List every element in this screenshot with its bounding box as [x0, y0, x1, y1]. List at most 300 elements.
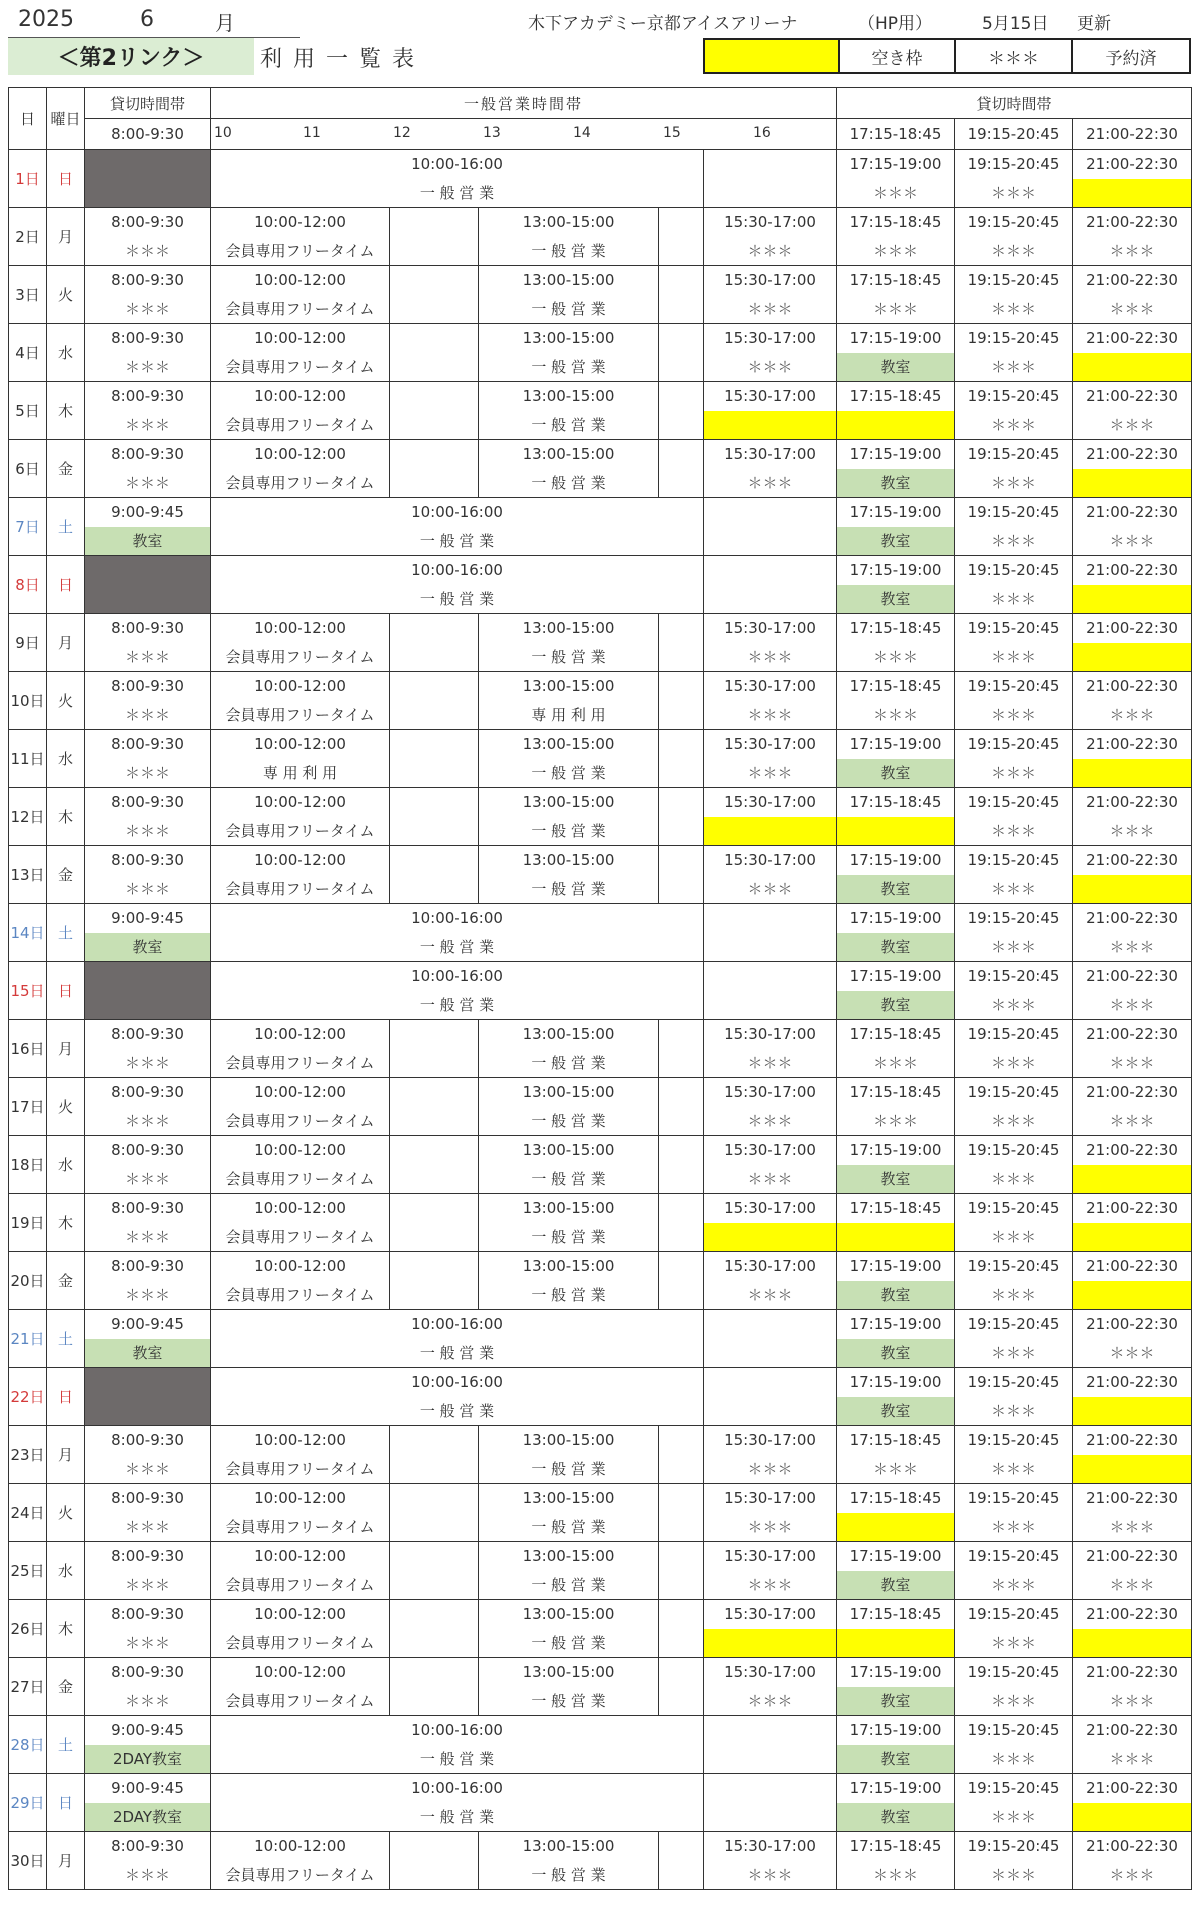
slot-3-status: ＊＊＊ — [1073, 1513, 1192, 1542]
day-row-sub — [9, 1629, 1192, 1658]
late-status: ＊＊＊ — [704, 1687, 837, 1716]
general-label: 一 般 営 業 — [479, 237, 659, 266]
slot-1-time: 17:15-19:00 — [837, 962, 955, 991]
weekday: 土 — [47, 498, 85, 556]
day-row — [9, 1600, 1192, 1629]
slot-2-time: 19:15-20:45 — [955, 440, 1073, 469]
day-row-sub — [9, 527, 1192, 556]
slot-2-time: 19:15-20:45 — [955, 1542, 1073, 1571]
slot-1-status: ＊＊＊ — [837, 295, 955, 324]
gap-cell — [390, 614, 479, 672]
general-time: 13:00-15:00 — [479, 1136, 659, 1165]
update-label: 更新 — [1077, 14, 1111, 34]
morning-status: 教室 — [85, 1339, 211, 1368]
general-time: 10:00-16:00 — [211, 498, 704, 527]
general-spacer — [704, 498, 837, 556]
member-label: 会員専用フリータイム — [211, 295, 390, 324]
slot-2-status: ＊＊＊ — [955, 875, 1073, 904]
day-row — [9, 1658, 1192, 1687]
slot-1-status: 教室 — [837, 759, 955, 788]
slot-3-time: 21:00-22:30 — [1073, 1426, 1192, 1455]
slot-2-time: 19:15-20:45 — [955, 324, 1073, 353]
general-time: 13:00-15:00 — [479, 1832, 659, 1861]
slot-3-time: 21:00-22:30 — [1073, 1078, 1192, 1107]
slot-1-time: 17:15-18:45 — [837, 1020, 955, 1049]
slot-1-time: 17:15-19:00 — [837, 556, 955, 585]
slot-3-time: 21:00-22:30 — [1073, 1194, 1192, 1223]
free-slot — [1073, 1629, 1192, 1658]
general-label: 一 般 営 業 — [479, 1107, 659, 1136]
general-time: 10:00-16:00 — [211, 1716, 704, 1745]
general-spacer — [704, 556, 837, 614]
slot-3-status: ＊＊＊ — [1073, 295, 1192, 324]
late-time: 15:30-17:00 — [704, 1252, 837, 1281]
morning-status: ＊＊＊ — [85, 1513, 211, 1542]
day-row — [9, 1716, 1192, 1745]
slot-2-status: ＊＊＊ — [955, 237, 1073, 266]
venue-name: 木下アカデミー京都アイスアリーナ — [528, 14, 798, 34]
member-label: 会員専用フリータイム — [211, 353, 390, 382]
morning-time: 8:00-9:30 — [85, 382, 211, 411]
morning-status: 教室 — [85, 527, 211, 556]
day-number: 4日 — [9, 324, 47, 382]
header-row-bottom — [9, 119, 1192, 150]
day-row-sub — [9, 469, 1192, 498]
morning-status: ＊＊＊ — [85, 643, 211, 672]
late-status: ＊＊＊ — [704, 1861, 837, 1890]
member-time: 10:00-12:00 — [211, 1252, 390, 1281]
late-status: ＊＊＊ — [704, 759, 837, 788]
slot-1-time: 17:15-18:45 — [837, 1078, 955, 1107]
late-status: ＊＊＊ — [704, 1107, 837, 1136]
gap-cell — [390, 1252, 479, 1310]
day-row-sub — [9, 1687, 1192, 1716]
member-time: 10:00-12:00 — [211, 1020, 390, 1049]
member-label: 会員専用フリータイム — [211, 701, 390, 730]
morning-status: ＊＊＊ — [85, 1049, 211, 1078]
day-row-sub — [9, 1861, 1192, 1890]
slot-1-time: 17:15-19:00 — [837, 1368, 955, 1397]
month: 6 — [140, 7, 154, 32]
day-row — [9, 440, 1192, 469]
day-row-sub — [9, 875, 1192, 904]
member-label: 会員専用フリータイム — [211, 1223, 390, 1252]
morning-status: ＊＊＊ — [85, 237, 211, 266]
slot-2-status: ＊＊＊ — [955, 1629, 1073, 1658]
hour-tick: 14 — [573, 125, 591, 141]
gap-cell — [390, 266, 479, 324]
slot-2-status: ＊＊＊ — [955, 701, 1073, 730]
late-time: 15:30-17:00 — [704, 730, 837, 759]
slot-1-status: 教室 — [837, 1687, 955, 1716]
day-row — [9, 266, 1192, 295]
morning-time: 8:00-9:30 — [85, 1194, 211, 1223]
late-status: ＊＊＊ — [704, 1165, 837, 1194]
general-time: 13:00-15:00 — [479, 324, 659, 353]
slot-1-status: 教室 — [837, 1745, 955, 1774]
day-number: 18日 — [9, 1136, 47, 1194]
day-row-sub — [9, 759, 1192, 788]
gap-cell — [390, 672, 479, 730]
slot-1-status: ＊＊＊ — [837, 1049, 955, 1078]
day-row-sub — [9, 1571, 1192, 1600]
slot-1-time: 17:15-18:45 — [837, 208, 955, 237]
morning-status: ＊＊＊ — [85, 1165, 211, 1194]
late-status: ＊＊＊ — [704, 1049, 837, 1078]
late-time: 15:30-17:00 — [704, 1194, 837, 1223]
general-label: 一 般 営 業 — [479, 469, 659, 498]
general-label: 一 般 営 業 — [211, 1339, 704, 1368]
slot-2-time: 19:15-20:45 — [955, 498, 1073, 527]
day-row-sub — [9, 817, 1192, 846]
slot-2-time: 19:15-20:45 — [955, 846, 1073, 875]
slot-3-time: 21:00-22:30 — [1073, 1774, 1192, 1803]
member-label: 会員専用フリータイム — [211, 1049, 390, 1078]
weekday: 土 — [47, 1716, 85, 1774]
general-label: 一 般 営 業 — [211, 179, 704, 208]
slot-3-status: ＊＊＊ — [1073, 1107, 1192, 1136]
slot-1-time: 17:15-18:45 — [837, 382, 955, 411]
slot-3-status: ＊＊＊ — [1073, 1687, 1192, 1716]
slot-2-status: ＊＊＊ — [955, 1397, 1073, 1426]
weekday: 火 — [47, 1078, 85, 1136]
weekday: 火 — [47, 672, 85, 730]
morning-status: ＊＊＊ — [85, 1861, 211, 1890]
weekday: 日 — [47, 556, 85, 614]
day-row — [9, 1426, 1192, 1455]
morning-time: 8:00-9:30 — [85, 1484, 211, 1513]
slot-3-time: 21:00-22:30 — [1073, 1020, 1192, 1049]
slot-2-status: ＊＊＊ — [955, 1861, 1073, 1890]
weekday: 水 — [47, 1136, 85, 1194]
gap-cell — [390, 1658, 479, 1716]
morning-time: 9:00-9:45 — [85, 498, 211, 527]
general-time: 13:00-15:00 — [479, 382, 659, 411]
gap-cell — [390, 1484, 479, 1542]
late-time: 15:30-17:00 — [704, 614, 837, 643]
day-number: 14日 — [9, 904, 47, 962]
gap-cell — [659, 1136, 704, 1194]
morning-time: 8:00-9:30 — [85, 672, 211, 701]
slot-1-time: 17:15-19:00 — [837, 1658, 955, 1687]
month-unit: 月 — [215, 11, 235, 35]
morning-status: ＊＊＊ — [85, 1223, 211, 1252]
slot-1-status: 教室 — [837, 1803, 955, 1832]
day-row — [9, 846, 1192, 875]
late-status: ＊＊＊ — [704, 643, 837, 672]
member-label: 会員専用フリータイム — [211, 1687, 390, 1716]
free-slot — [1073, 1223, 1192, 1252]
member-time: 10:00-12:00 — [211, 208, 390, 237]
slot-2-status: ＊＊＊ — [955, 1049, 1073, 1078]
morning-time: 8:00-9:30 — [85, 730, 211, 759]
weekday: 月 — [47, 1832, 85, 1890]
gap-cell — [390, 1832, 479, 1890]
day-number: 1日 — [9, 150, 47, 208]
gap-cell — [659, 1832, 704, 1890]
general-time: 13:00-15:00 — [479, 208, 659, 237]
slot-2-time: 19:15-20:45 — [955, 1310, 1073, 1339]
day-number: 9日 — [9, 614, 47, 672]
slot-1-status: ＊＊＊ — [837, 179, 955, 208]
slot-2-status: ＊＊＊ — [955, 1107, 1073, 1136]
member-time: 10:00-12:00 — [211, 730, 390, 759]
gap-cell — [390, 382, 479, 440]
weekday: 水 — [47, 324, 85, 382]
general-spacer — [704, 1368, 837, 1426]
slot-2-time: 19:15-20:45 — [955, 962, 1073, 991]
slot-2-time: 19:15-20:45 — [955, 556, 1073, 585]
slot-2-status: ＊＊＊ — [955, 933, 1073, 962]
weekday: 月 — [47, 208, 85, 266]
late-time: 15:30-17:00 — [704, 788, 837, 817]
weekday: 月 — [47, 614, 85, 672]
gap-cell — [390, 1194, 479, 1252]
general-spacer — [704, 1716, 837, 1774]
slot-1-time: 17:15-18:45 — [837, 788, 955, 817]
slot-3-time: 21:00-22:30 — [1073, 150, 1192, 179]
general-label: 一 般 営 業 — [479, 1281, 659, 1310]
day-number: 8日 — [9, 556, 47, 614]
morning-status: ＊＊＊ — [85, 1571, 211, 1600]
hp-label: （HP用） — [858, 14, 933, 34]
hour-tick: 16 — [753, 125, 771, 141]
day-row-sub — [9, 1745, 1192, 1774]
weekday: 火 — [47, 266, 85, 324]
day-number: 10日 — [9, 672, 47, 730]
col-header-day: 日 — [9, 88, 47, 150]
general-time: 10:00-16:00 — [211, 556, 704, 585]
slot-3-time: 21:00-22:30 — [1073, 788, 1192, 817]
late-status: ＊＊＊ — [704, 1513, 837, 1542]
general-label: 一 般 営 業 — [479, 411, 659, 440]
general-label: 一 般 営 業 — [211, 1803, 704, 1832]
slot-2-status: ＊＊＊ — [955, 295, 1073, 324]
col-header-general: 一般営業時間帯 — [211, 88, 837, 119]
morning-time: 9:00-9:45 — [85, 1310, 211, 1339]
late-time: 15:30-17:00 — [704, 1542, 837, 1571]
late-status: ＊＊＊ — [704, 237, 837, 266]
free-slot — [704, 1223, 837, 1252]
slot-2-time: 19:15-20:45 — [955, 1020, 1073, 1049]
slot-3-time: 21:00-22:30 — [1073, 556, 1192, 585]
slot-1-time: 17:15-18:45 — [837, 672, 955, 701]
slot-2-time: 19:15-20:45 — [955, 614, 1073, 643]
slot-1-status: ＊＊＊ — [837, 1861, 955, 1890]
late-status: ＊＊＊ — [704, 1281, 837, 1310]
day-row — [9, 788, 1192, 817]
weekday: 日 — [47, 150, 85, 208]
col-header-slot-1: 17:15-18:45 — [837, 119, 955, 150]
weekday: 木 — [47, 1194, 85, 1252]
slot-3-status: ＊＊＊ — [1073, 701, 1192, 730]
day-row — [9, 962, 1192, 991]
weekday: 日 — [47, 962, 85, 1020]
day-number: 2日 — [9, 208, 47, 266]
legend-free-swatch — [703, 38, 840, 74]
member-time: 10:00-12:00 — [211, 672, 390, 701]
general-label: 一 般 営 業 — [211, 1745, 704, 1774]
weekday: 金 — [47, 846, 85, 904]
member-label: 会員専用フリータイム — [211, 469, 390, 498]
morning-status: ＊＊＊ — [85, 411, 211, 440]
late-status: ＊＊＊ — [704, 469, 837, 498]
general-time: 13:00-15:00 — [479, 1426, 659, 1455]
morning-status: ＊＊＊ — [85, 817, 211, 846]
gap-cell — [659, 1426, 704, 1484]
general-time: 13:00-15:00 — [479, 788, 659, 817]
member-time: 10:00-12:00 — [211, 1426, 390, 1455]
slot-1-status: 教室 — [837, 585, 955, 614]
slot-3-status: ＊＊＊ — [1073, 411, 1192, 440]
slot-2-time: 19:15-20:45 — [955, 150, 1073, 179]
day-row — [9, 1832, 1192, 1861]
late-status: ＊＊＊ — [704, 353, 837, 382]
slot-2-time: 19:15-20:45 — [955, 904, 1073, 933]
general-label: 一 般 営 業 — [211, 933, 704, 962]
morning-time: 8:00-9:30 — [85, 1020, 211, 1049]
general-label: 一 般 営 業 — [479, 353, 659, 382]
morning-time: 8:00-9:30 — [85, 1426, 211, 1455]
morning-status: 2DAY教室 — [85, 1803, 211, 1832]
gap-cell — [659, 1658, 704, 1716]
late-time: 15:30-17:00 — [704, 440, 837, 469]
general-time: 13:00-15:00 — [479, 1484, 659, 1513]
day-row — [9, 1484, 1192, 1513]
general-label: 一 般 営 業 — [211, 527, 704, 556]
morning-time: 9:00-9:45 — [85, 904, 211, 933]
header-row-top — [9, 88, 1192, 119]
member-time: 10:00-12:00 — [211, 846, 390, 875]
slot-1-time: 17:15-19:00 — [837, 150, 955, 179]
member-label: 専 用 利 用 — [211, 759, 390, 788]
day-number: 22日 — [9, 1368, 47, 1426]
morning-status: ＊＊＊ — [85, 469, 211, 498]
member-time: 10:00-12:00 — [211, 1484, 390, 1513]
slot-2-status: ＊＊＊ — [955, 1571, 1073, 1600]
free-slot — [1073, 875, 1192, 904]
member-time: 10:00-12:00 — [211, 382, 390, 411]
slot-1-status: 教室 — [837, 991, 955, 1020]
day-number: 25日 — [9, 1542, 47, 1600]
day-row — [9, 1542, 1192, 1571]
morning-time: 8:00-9:30 — [85, 1658, 211, 1687]
day-row-sub — [9, 295, 1192, 324]
free-slot — [837, 411, 955, 440]
morning-time: 8:00-9:30 — [85, 324, 211, 353]
free-slot — [837, 1223, 955, 1252]
free-slot — [837, 1513, 955, 1542]
general-spacer — [704, 904, 837, 962]
morning-status: ＊＊＊ — [85, 875, 211, 904]
slot-2-status: ＊＊＊ — [955, 585, 1073, 614]
slot-1-time: 17:15-18:45 — [837, 266, 955, 295]
late-time: 15:30-17:00 — [704, 1020, 837, 1049]
slot-3-time: 21:00-22:30 — [1073, 846, 1192, 875]
general-label: 一 般 営 業 — [479, 1861, 659, 1890]
free-slot — [1073, 1281, 1192, 1310]
general-time: 13:00-15:00 — [479, 440, 659, 469]
morning-time: 8:00-9:30 — [85, 1252, 211, 1281]
slot-3-status: ＊＊＊ — [1073, 1571, 1192, 1600]
weekday: 火 — [47, 1484, 85, 1542]
slot-1-time: 17:15-18:45 — [837, 1426, 955, 1455]
hour-tick: 13 — [483, 125, 501, 141]
general-spacer — [704, 962, 837, 1020]
weekday: 金 — [47, 1658, 85, 1716]
free-slot — [1073, 1455, 1192, 1484]
day-row-sub — [9, 237, 1192, 266]
member-time: 10:00-12:00 — [211, 266, 390, 295]
late-time: 15:30-17:00 — [704, 208, 837, 237]
free-slot — [1073, 643, 1192, 672]
slot-1-time: 17:15-19:00 — [837, 498, 955, 527]
morning-status: ＊＊＊ — [85, 1629, 211, 1658]
day-row-sub — [9, 701, 1192, 730]
day-row — [9, 1194, 1192, 1223]
slot-3-time: 21:00-22:30 — [1073, 208, 1192, 237]
late-time: 15:30-17:00 — [704, 1484, 837, 1513]
slot-1-status: 教室 — [837, 1571, 955, 1600]
slot-2-time: 19:15-20:45 — [955, 1484, 1073, 1513]
slot-1-status: ＊＊＊ — [837, 701, 955, 730]
slot-2-time: 19:15-20:45 — [955, 208, 1073, 237]
morning-status: ＊＊＊ — [85, 759, 211, 788]
slot-3-time: 21:00-22:30 — [1073, 1716, 1192, 1745]
member-time: 10:00-12:00 — [211, 1832, 390, 1861]
general-spacer — [704, 1774, 837, 1832]
morning-status: 教室 — [85, 933, 211, 962]
slot-2-time: 19:15-20:45 — [955, 1426, 1073, 1455]
morning-time: 8:00-9:30 — [85, 1542, 211, 1571]
slot-3-status: ＊＊＊ — [1073, 817, 1192, 846]
slot-3-time: 21:00-22:30 — [1073, 1310, 1192, 1339]
late-status: ＊＊＊ — [704, 701, 837, 730]
member-time: 10:00-12:00 — [211, 1194, 390, 1223]
slot-2-time: 19:15-20:45 — [955, 382, 1073, 411]
day-number: 26日 — [9, 1600, 47, 1658]
slot-1-status: 教室 — [837, 933, 955, 962]
day-number: 12日 — [9, 788, 47, 846]
gap-cell — [659, 672, 704, 730]
weekday: 土 — [47, 1310, 85, 1368]
gap-cell — [659, 846, 704, 904]
day-number: 28日 — [9, 1716, 47, 1774]
gap-cell — [659, 440, 704, 498]
day-row — [9, 1368, 1192, 1397]
slot-2-time: 19:15-20:45 — [955, 1716, 1073, 1745]
day-row — [9, 556, 1192, 585]
weekday: 月 — [47, 1020, 85, 1078]
slot-2-status: ＊＊＊ — [955, 1223, 1073, 1252]
slot-1-status: 教室 — [837, 1339, 955, 1368]
day-row — [9, 150, 1192, 179]
slot-1-time: 17:15-18:45 — [837, 614, 955, 643]
late-time: 15:30-17:00 — [704, 1136, 837, 1165]
gap-cell — [659, 1194, 704, 1252]
free-slot — [704, 411, 837, 440]
general-label: 一 般 営 業 — [479, 875, 659, 904]
slot-3-time: 21:00-22:30 — [1073, 1542, 1192, 1571]
member-time: 10:00-12:00 — [211, 788, 390, 817]
slot-3-time: 21:00-22:30 — [1073, 1832, 1192, 1861]
general-label: 一 般 営 業 — [479, 1629, 659, 1658]
schedule-table — [8, 87, 1192, 1890]
slot-2-time: 19:15-20:45 — [955, 266, 1073, 295]
member-time: 10:00-12:00 — [211, 1136, 390, 1165]
slot-2-time: 19:15-20:45 — [955, 1774, 1073, 1803]
gap-cell — [659, 1484, 704, 1542]
